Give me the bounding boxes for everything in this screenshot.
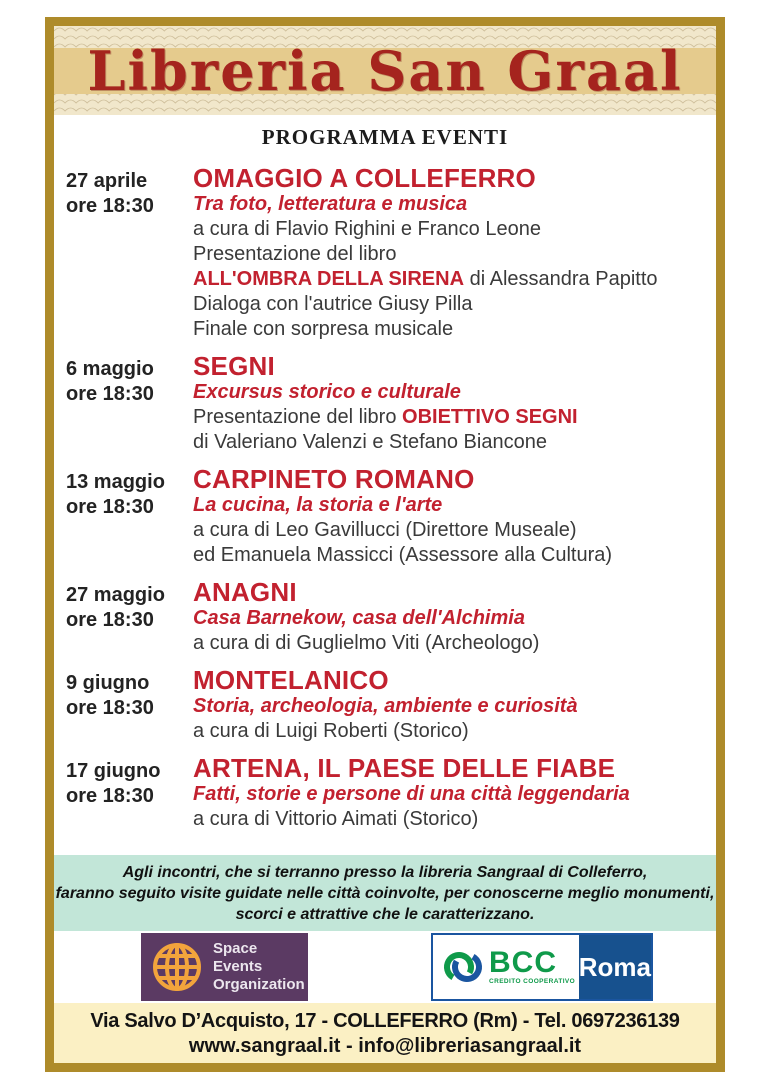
bcc-region: Roma (578, 951, 651, 982)
event-subtitle: Casa Barnekow, casa dell'Alchimia (193, 607, 525, 629)
event-line (193, 719, 716, 744)
event-time: ore 18:30 (66, 697, 154, 719)
event-line (193, 518, 716, 543)
event-body (193, 666, 716, 744)
text-segment: ALL'OMBRA DELLA SIRENA (193, 268, 465, 290)
notice-line: Agli incontri, che si terranno presso la libreria Sangraal di Colleferro, (122, 863, 648, 881)
poster-frame (45, 17, 725, 1072)
event-line (193, 267, 716, 292)
event-line (193, 242, 716, 267)
event-body (193, 578, 716, 656)
text-segment: Finale con sorpresa musicale (193, 318, 454, 340)
event-date (66, 465, 193, 568)
event-title: ANAGNI (193, 577, 297, 607)
event-date-day: 13 maggio (66, 471, 165, 493)
event-subtitle: Tra foto, letteratura e musica (193, 193, 468, 215)
bcc-text (489, 946, 576, 985)
event-body (193, 754, 716, 832)
event-line (193, 405, 716, 430)
event-row (66, 465, 716, 568)
event-row (66, 352, 716, 455)
events-list (54, 164, 716, 842)
event-title: SEGNI (193, 351, 275, 381)
text-segment: a cura di Vittorio Aimati (Storico) (193, 808, 479, 830)
text-segment: Presentazione del libro (193, 406, 403, 428)
space-events-logo (141, 933, 308, 1001)
logos-row (54, 931, 716, 1003)
footer-web-email: www.sangraal.it - info@libreriasangraal.it (188, 1035, 582, 1057)
event-title: OMAGGIO A COLLEFERRO (193, 163, 536, 193)
bcc-logo-left (433, 935, 579, 999)
space-logo-text (213, 940, 305, 994)
event-time: ore 18:30 (66, 195, 154, 217)
event-date (66, 578, 193, 656)
bcc-tagline: CREDITO COOPERATIVO (489, 978, 576, 985)
event-subtitle: Storia, archeologia, ambiente e curiosità (193, 695, 578, 717)
event-line (193, 430, 716, 455)
notice-line: scorci e attrattive che le caratterizzano. (235, 905, 535, 923)
event-row (66, 666, 716, 744)
text-segment: di Valeriano Valenzi e Stefano Biancone (193, 431, 547, 453)
event-date (66, 352, 193, 455)
shop-title: Libreria San Graal (87, 38, 683, 103)
event-row (66, 164, 716, 342)
text-segment: a cura di di Guglielmo Viti (Archeologo) (193, 632, 540, 654)
event-date-day: 27 aprile (66, 170, 148, 192)
notice-line: faranno seguito visite guidate nelle città coinvolte, per conoscerne meglio monumenti, (55, 884, 715, 902)
text-segment: a cura di Leo Gavillucci (Direttore Museale) (193, 519, 577, 541)
event-title: ARTENA, IL PAESE DELLE FIABE (193, 753, 616, 783)
globe-icon (151, 941, 203, 993)
event-subtitle: Excursus storico e culturale (193, 381, 461, 403)
event-date (66, 666, 193, 744)
footer-address: Via Salvo D’Acquisto, 17 - COLLEFERRO (Rm) - Tel. 0697236139 (90, 1010, 680, 1032)
program-title: PROGRAMMA EVENTI (261, 125, 509, 149)
event-row (66, 578, 716, 656)
event-date-day: 9 giugno (66, 672, 150, 694)
event-row (66, 754, 716, 832)
footer (54, 1003, 716, 1063)
event-time: ore 18:30 (66, 496, 154, 518)
event-time: ore 18:30 (66, 383, 154, 405)
space-logo-line: Events (213, 958, 263, 975)
event-time: ore 18:30 (66, 609, 154, 631)
event-line (193, 217, 716, 242)
text-segment: Presentazione del libro (193, 243, 397, 265)
event-date (66, 164, 193, 342)
event-title: CARPINETO ROMANO (193, 464, 475, 494)
event-time: ore 18:30 (66, 785, 154, 807)
text-segment: a cura di Flavio Righini e Franco Leone (193, 218, 541, 240)
space-logo-line: Space (213, 940, 258, 957)
event-subtitle: La cucina, la storia e l'arte (193, 494, 443, 516)
event-body (193, 465, 716, 568)
event-body (193, 164, 716, 342)
event-line (193, 292, 716, 317)
text-segment: OBIETTIVO SEGNI (402, 406, 578, 428)
event-date-day: 17 giugno (66, 760, 161, 782)
text-segment: di Alessandra Papitto (464, 268, 658, 290)
event-subtitle: Fatti, storie e persone di una città leggendaria (193, 783, 630, 805)
event-line (193, 631, 716, 656)
text-segment: Dialoga con l'autrice Giusy Pilla (193, 293, 473, 315)
bcc-name: BCC (489, 946, 557, 979)
text-segment: ed Emanuela Massicci (Assessore alla Cultura) (193, 544, 613, 566)
event-title: MONTELANICO (193, 665, 389, 695)
event-date-day: 6 maggio (66, 358, 154, 380)
event-body (193, 352, 716, 455)
text-segment: a cura di Luigi Roberti (Storico) (193, 720, 469, 742)
bcc-roma-box (579, 935, 651, 999)
space-logo-line: Organization (213, 976, 305, 993)
event-date-day: 27 maggio (66, 584, 165, 606)
event-line (193, 807, 716, 832)
event-line (193, 317, 716, 342)
event-date (66, 754, 193, 832)
bcc-roma-logo (431, 933, 653, 1001)
event-line (193, 543, 716, 568)
notice-band (54, 855, 716, 931)
bcc-rings-icon (441, 945, 485, 989)
header-banner (54, 26, 716, 115)
